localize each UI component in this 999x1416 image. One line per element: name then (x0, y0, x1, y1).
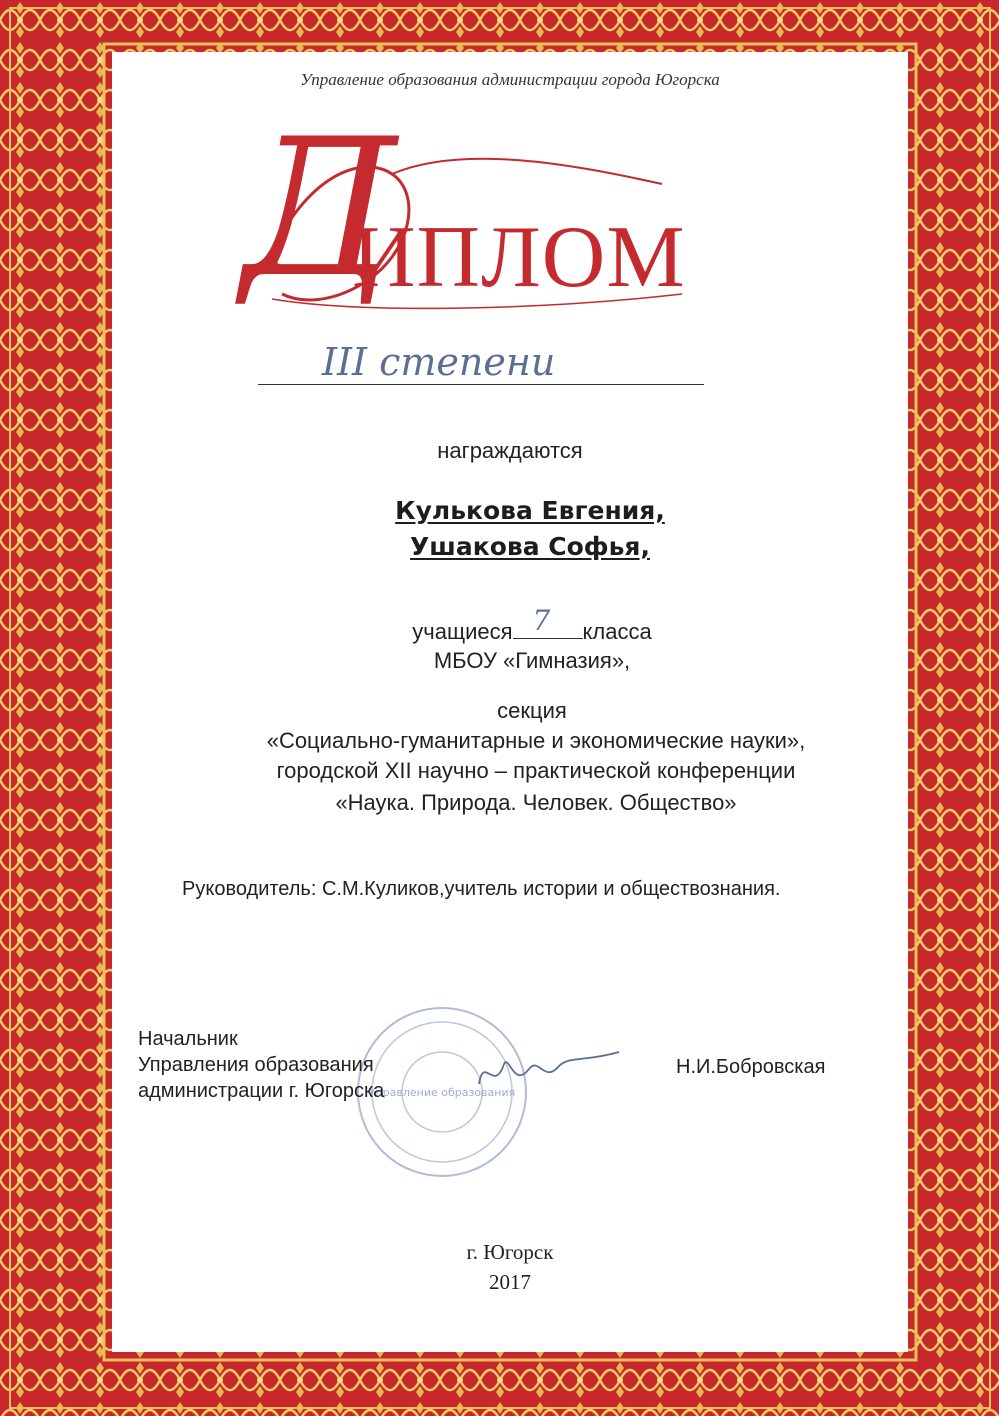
issuer-header: Управление образования администрации города Югорска (300, 70, 720, 89)
students-line (134, 604, 930, 645)
title-first-letter: Д (242, 98, 397, 319)
recipient-name-1-text: Кулькова Евгения, (395, 496, 665, 525)
seal-text: Управление образования (368, 1086, 516, 1099)
diploma-content (112, 52, 908, 1352)
awarded-text: награждаются (437, 438, 583, 463)
city: г. Югорск (466, 1240, 554, 1264)
conference-name: «Наука. Природа. Человек. Общество» (335, 790, 737, 815)
recipient-name-2 (132, 532, 928, 561)
students-prefix: учащиеся (412, 619, 513, 644)
diploma-title (242, 98, 802, 319)
degree-underline (258, 384, 704, 385)
signer-name: Н.И.Бобровская (676, 1056, 826, 1078)
grade-blank (513, 604, 583, 639)
grade-handwritten: 7 (532, 604, 551, 637)
year: 2017 (489, 1270, 531, 1294)
section-name: «Социально-гуманитарные и экономические науки», (266, 728, 806, 753)
supervisor-line: Руководитель: С.М.Куликов,учитель истории и обществознания. (182, 878, 781, 900)
school-name: МБОУ «Гимназия», (433, 648, 631, 673)
recipient-name-2-text: Ушакова Софья, (410, 532, 650, 561)
handwritten-signature (474, 1044, 624, 1104)
title-rest: ИПЛОМ (352, 209, 686, 306)
signer-position-line-3: администрации г. Югорска (138, 1080, 385, 1102)
section-label: секция (497, 698, 567, 723)
recipient-name-1 (132, 496, 928, 525)
conference-line: городской XII научно – практической конференции (276, 758, 796, 783)
students-suffix: класса (582, 619, 652, 644)
signer-position-line-1: Начальник (138, 1028, 238, 1050)
signer-position-line-2: Управления образования (138, 1054, 374, 1076)
signer-position (138, 1026, 384, 1104)
degree-handwritten: III степени (322, 340, 556, 384)
